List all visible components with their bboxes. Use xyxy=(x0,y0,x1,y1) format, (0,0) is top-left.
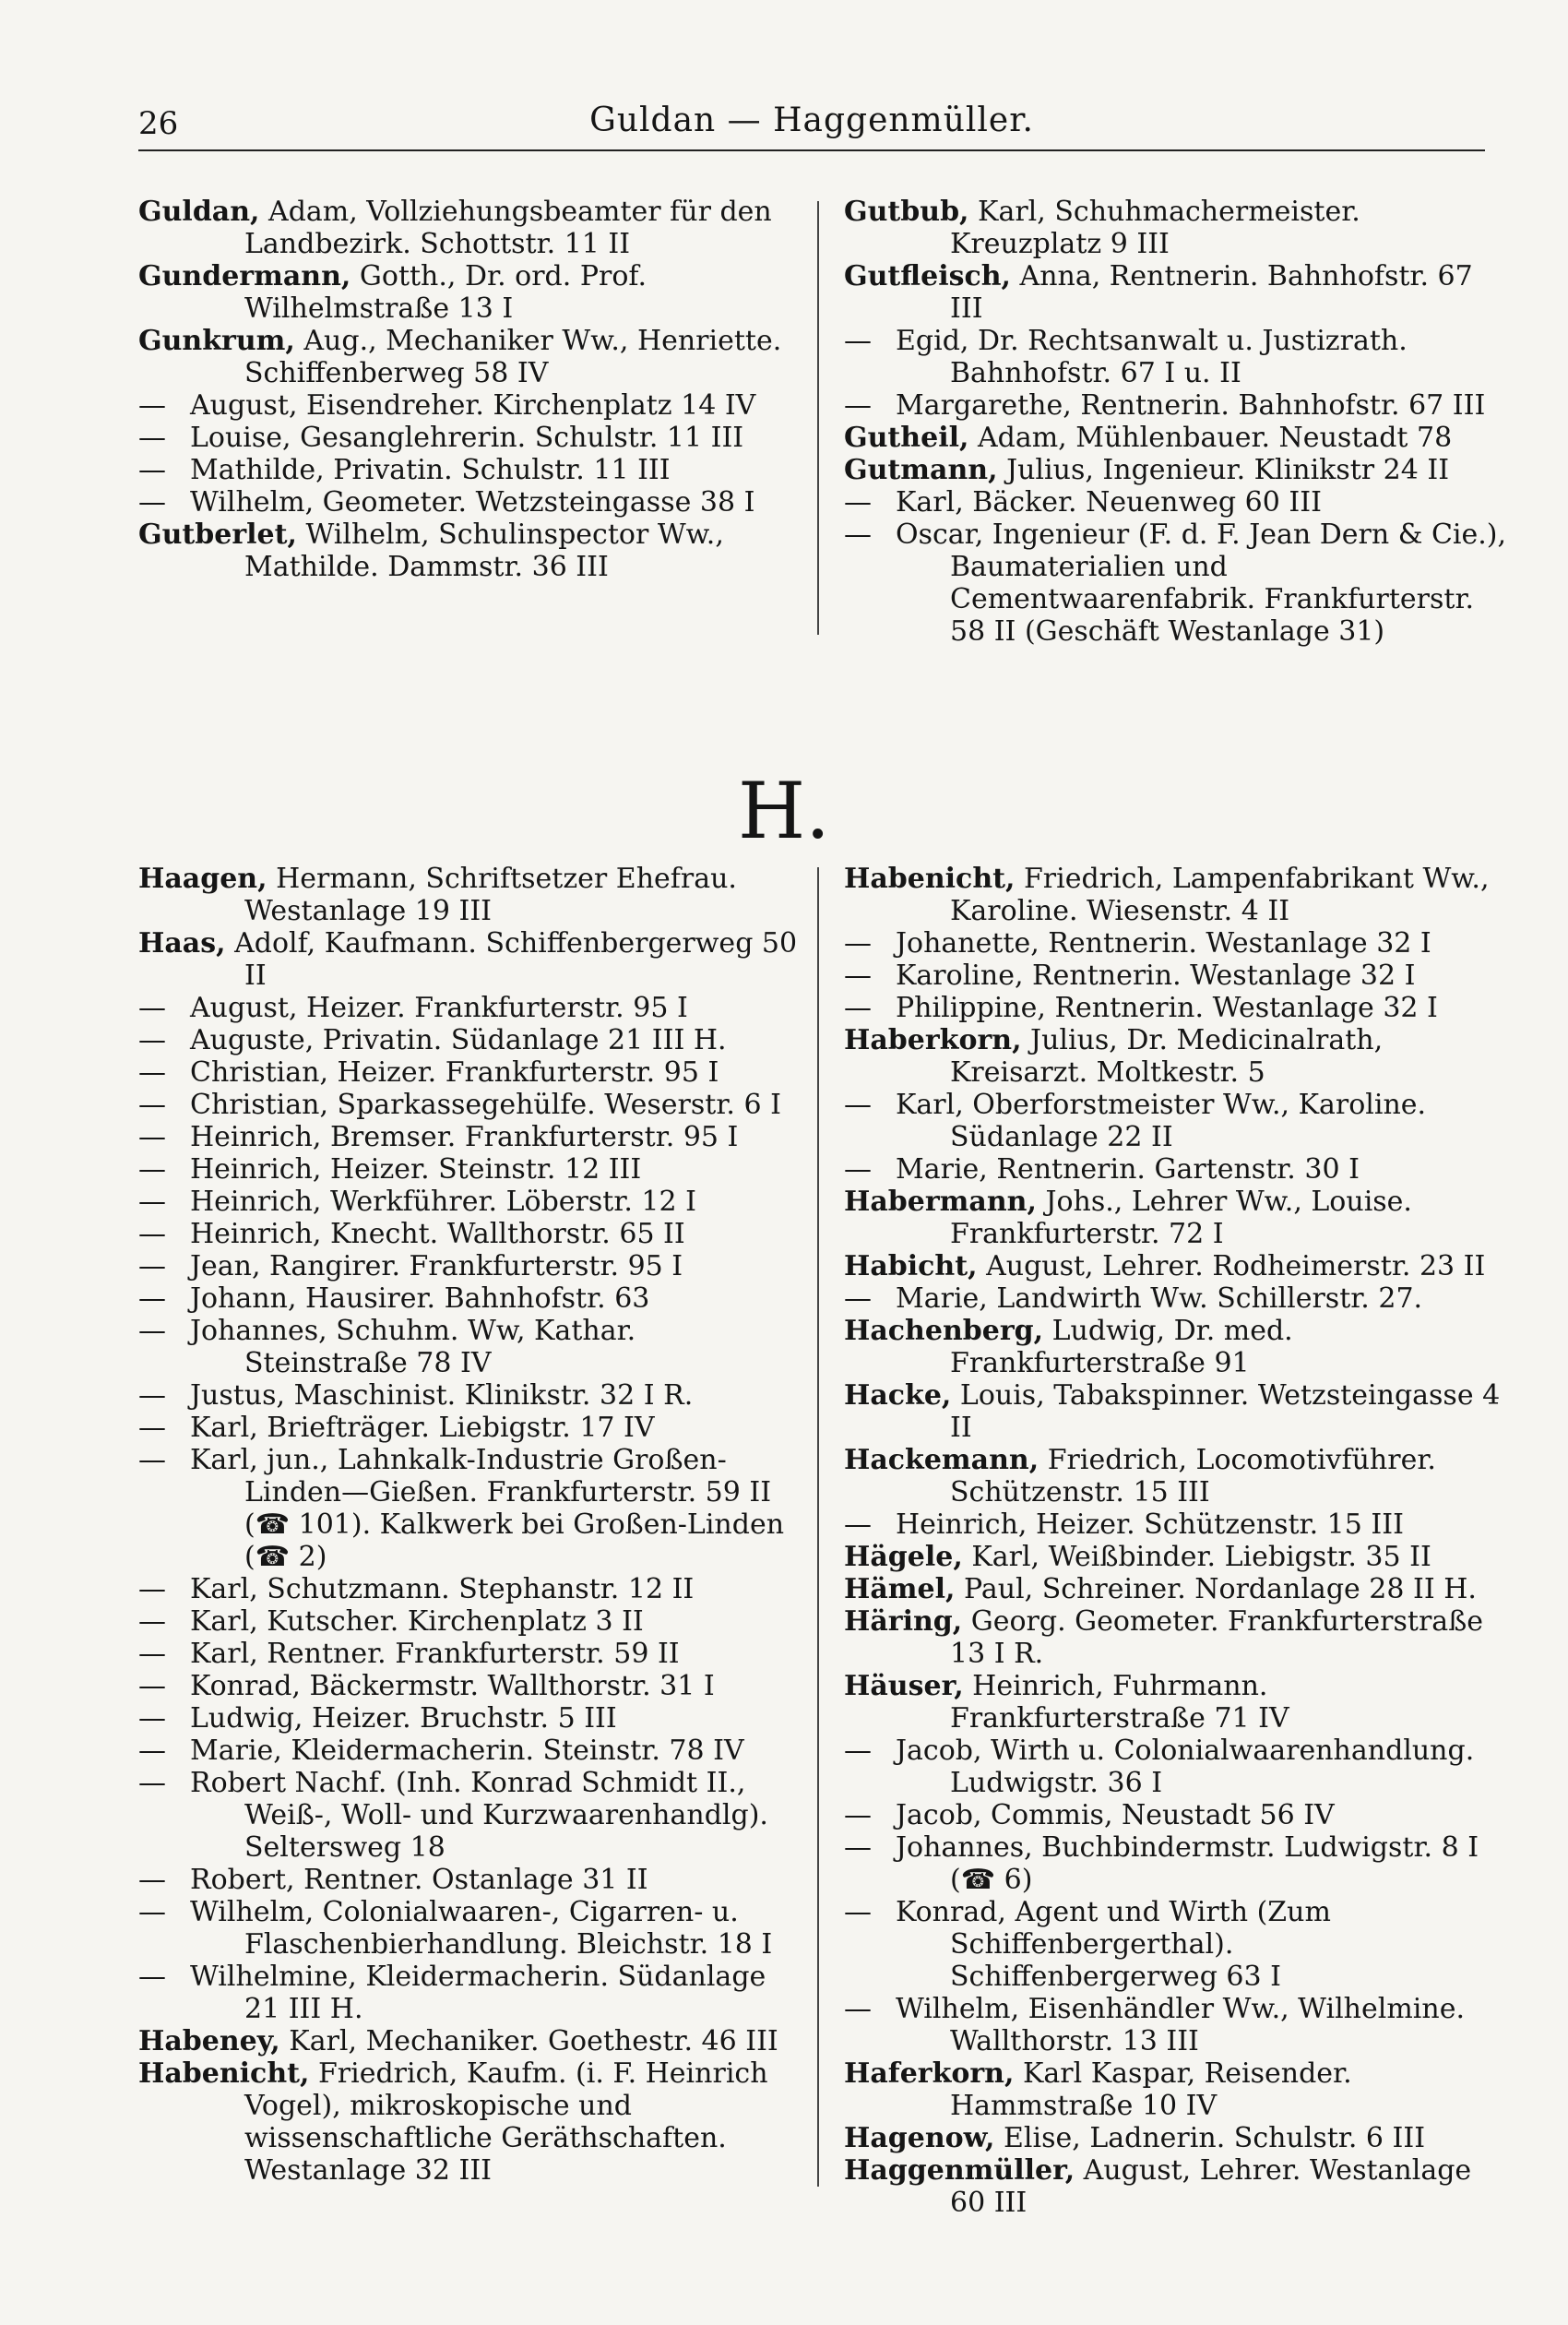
directory-entry xyxy=(844,422,1508,454)
ditto-dash: — xyxy=(138,1864,166,1896)
entry-text: Heinrich, Knecht. Wallthorstr. 65 II xyxy=(190,1218,685,1250)
entry-text: Heinrich, Heizer. Schützenstr. 15 III xyxy=(896,1508,1404,1541)
directory-sub-entry xyxy=(844,519,1508,648)
entry-text: Justus, Maschinist. Klinikstr. 32 I R. xyxy=(190,1379,694,1412)
entry-text: August, Lehrer. Westanlage 60 III xyxy=(950,2154,1472,2219)
ditto-dash: — xyxy=(844,1993,872,2025)
directory-sub-entry xyxy=(138,1573,802,1605)
entry-text: Christian, Sparkassegehülfe. Weserstr. 6 I xyxy=(190,1089,781,1121)
entry-text: Ludwig, Dr. med. Frankfurterstraße 91 xyxy=(950,1315,1293,1379)
entry-text: Friedrich, Locomotivführer. Schützenstr. 15 III xyxy=(950,1444,1436,1508)
entry-text: Heinrich, Bremser. Frankfurterstr. 95 I xyxy=(190,1121,739,1153)
surname: Hägele, xyxy=(844,1541,963,1573)
ditto-dash: — xyxy=(844,1831,872,1864)
ditto-dash: — xyxy=(844,325,872,357)
entry-text: Aug., Mechaniker Ww., Henriette. Schiffenberweg 58 IV xyxy=(244,325,782,389)
directory-sub-entry xyxy=(138,1702,802,1735)
ditto-dash: — xyxy=(844,1153,872,1186)
ditto-dash: — xyxy=(138,1412,166,1444)
directory-sub-entry xyxy=(844,1508,1508,1541)
directory-sub-entry xyxy=(844,325,1508,389)
entry-text: Louise, Gesanglehrerin. Schulstr. 11 III xyxy=(190,422,744,454)
running-head: Guldan — Haggenmüller. xyxy=(589,101,1034,139)
directory-entry xyxy=(138,863,802,927)
ditto-dash: — xyxy=(844,1282,872,1315)
ditto-dash: — xyxy=(138,1702,166,1735)
ditto-dash: — xyxy=(844,1508,872,1541)
ditto-dash: — xyxy=(138,1153,166,1186)
directory-sub-entry xyxy=(844,1799,1508,1831)
page-number: 26 xyxy=(138,105,179,142)
ditto-dash: — xyxy=(138,1282,166,1315)
entry-text: Wilhelm, Eisenhändler Ww., Wilhelmine. Wallthorstr. 13 III xyxy=(896,1993,1465,2057)
ditto-dash: — xyxy=(844,960,872,992)
directory-entry xyxy=(844,1605,1508,1670)
directory-entry xyxy=(138,2025,802,2057)
directory-entry xyxy=(844,1573,1508,1605)
ditto-dash: — xyxy=(138,486,166,519)
ditto-dash: — xyxy=(138,1670,166,1702)
directory-sub-entry xyxy=(138,1896,802,1961)
directory-sub-entry xyxy=(138,1282,802,1315)
directory-sub-entry xyxy=(844,992,1508,1024)
surname: Gunkrum, xyxy=(138,325,295,357)
directory-sub-entry xyxy=(844,1089,1508,1153)
entry-text: Johannes, Buchbindermstr. Ludwigstr. 8 I (☎ 6) xyxy=(896,1831,1479,1896)
ditto-dash: — xyxy=(138,1121,166,1153)
directory-sub-entry xyxy=(844,1896,1508,1993)
directory-sub-entry xyxy=(138,1186,802,1218)
entry-text: August, Heizer. Frankfurterstr. 95 I xyxy=(190,992,688,1024)
directory-sub-entry xyxy=(844,1735,1508,1799)
ditto-dash: — xyxy=(138,1379,166,1412)
directory-entry xyxy=(844,2122,1508,2154)
directory-sub-entry xyxy=(138,1315,802,1379)
surname: Häring, xyxy=(844,1605,963,1638)
entry-text: Georg. Geometer. Frankfurterstraße 13 I R. xyxy=(950,1605,1483,1670)
directory-column-top-left xyxy=(138,196,802,583)
directory-sub-entry xyxy=(844,389,1508,422)
directory-sub-entry xyxy=(138,1638,802,1670)
directory-entry xyxy=(844,1670,1508,1735)
entry-text: Karl, jun., Lahnkalk-Industrie Großen-Linden—Gießen. Frankfurterstr. 59 II (☎ 101). Kalkwerk bei Großen-Linden (☎ 2) xyxy=(190,1444,785,1573)
ditto-dash: — xyxy=(138,1250,166,1282)
ditto-dash: — xyxy=(138,1315,166,1347)
ditto-dash: — xyxy=(138,1735,166,1767)
directory-sub-entry xyxy=(844,1282,1508,1315)
ditto-dash: — xyxy=(138,1638,166,1670)
surname: Gutbub, xyxy=(844,196,969,228)
directory-sub-entry xyxy=(138,1379,802,1412)
directory-entry xyxy=(844,1250,1508,1282)
entry-text: August, Eisendreher. Kirchenplatz 14 IV xyxy=(190,389,756,422)
surname: Habenicht, xyxy=(844,863,1016,895)
directory-sub-entry xyxy=(138,1961,802,2025)
entry-text: Konrad, Agent und Wirth (Zum Schiffenbergerthal). Schiffenbergerweg 63 I xyxy=(896,1896,1331,1993)
directory-entry xyxy=(844,1444,1508,1508)
entry-text: Heinrich, Werkführer. Löberstr. 12 I xyxy=(190,1186,696,1218)
surname: Habenicht, xyxy=(138,2057,310,2090)
column-divider-bottom xyxy=(817,867,819,2187)
surname: Habicht, xyxy=(844,1250,978,1282)
directory-sub-entry xyxy=(138,1218,802,1250)
entry-text: Wilhelm, Schulinspector Ww., Mathilde. Dammstr. 36 III xyxy=(244,519,724,583)
entry-text: Margarethe, Rentnerin. Bahnhofstr. 67 III xyxy=(896,389,1486,422)
directory-sub-entry xyxy=(138,389,802,422)
surname: Habermann, xyxy=(844,1186,1037,1218)
entry-text: August, Lehrer. Rodheimerstr. 23 II xyxy=(977,1250,1486,1282)
entry-text: Konrad, Bäckermstr. Wallthorstr. 31 I xyxy=(190,1670,715,1702)
entry-text: Wilhelm, Colonialwaaren-, Cigarren- u. Flaschenbierhandlung. Bleichstr. 18 I xyxy=(190,1896,773,1961)
surname: Gundermann, xyxy=(138,260,351,292)
directory-sub-entry xyxy=(844,486,1508,519)
entry-text: Adam, Mühlenbauer. Neustadt 78 xyxy=(968,422,1453,454)
entry-text: Johannes, Schuhm. Ww, Kathar. Steinstraße 78 IV xyxy=(190,1315,636,1379)
ditto-dash: — xyxy=(138,1186,166,1218)
entry-text: Elise, Ladnerin. Schulstr. 6 III xyxy=(994,2122,1426,2154)
ditto-dash: — xyxy=(138,1024,166,1056)
surname: Haferkorn, xyxy=(844,2057,1015,2090)
ditto-dash: — xyxy=(138,1605,166,1638)
directory-column-bottom-left xyxy=(138,863,802,2187)
ditto-dash: — xyxy=(844,1089,872,1121)
directory-sub-entry xyxy=(138,422,802,454)
entry-text: Karl, Bäcker. Neuenweg 60 III xyxy=(896,486,1322,519)
directory-sub-entry xyxy=(138,1444,802,1573)
entry-text: Auguste, Privatin. Südanlage 21 III H. xyxy=(190,1024,727,1056)
entry-text: Wilhelmine, Kleidermacherin. Südanlage 21 III H. xyxy=(190,1961,766,2025)
directory-sub-entry xyxy=(844,927,1508,960)
entry-text: Karl Kaspar, Reisender. Hammstraße 10 IV xyxy=(950,2057,1352,2122)
entry-text: Friedrich, Kaufm. (i. F. Heinrich Vogel), mikroskopische und wissenschaftliche Geräthschaften. Westanlage 32 III xyxy=(244,2057,768,2187)
ditto-dash: — xyxy=(844,519,872,551)
directory-sub-entry xyxy=(138,1605,802,1638)
surname: Haggenmüller, xyxy=(844,2154,1075,2187)
ditto-dash: — xyxy=(138,1961,166,1993)
entry-text: Julius, Dr. Medicinalrath, Kreisarzt. Moltkestr. 5 xyxy=(950,1024,1384,1089)
directory-entry xyxy=(138,519,802,583)
entry-text: Karl, Oberforstmeister Ww., Karoline. Südanlage 22 II xyxy=(896,1089,1427,1153)
entry-text: Robert Nachf. (Inh. Konrad Schmidt II., Weiß-, Woll- und Kurzwaarenhandlg). Seltersweg 18 xyxy=(190,1767,768,1864)
entry-text: Karl, Rentner. Frankfurterstr. 59 II xyxy=(190,1638,680,1670)
ditto-dash: — xyxy=(844,389,872,422)
directory-sub-entry xyxy=(138,1056,802,1089)
surname: Gutheil, xyxy=(844,422,969,454)
directory-sub-entry xyxy=(138,992,802,1024)
entry-text: Jacob, Commis, Neustadt 56 IV xyxy=(896,1799,1335,1831)
surname: Hackemann, xyxy=(844,1444,1039,1476)
ditto-dash: — xyxy=(138,1573,166,1605)
entry-text: Karl, Schutzmann. Stephanstr. 12 II xyxy=(190,1573,695,1605)
surname: Hacke, xyxy=(844,1379,952,1412)
directory-entry xyxy=(844,1541,1508,1573)
directory-sub-entry xyxy=(844,1993,1508,2057)
entry-text: Heinrich, Heizer. Steinstr. 12 III xyxy=(190,1153,642,1186)
directory-entry xyxy=(138,196,802,260)
page-header xyxy=(138,101,1485,153)
directory-sub-entry xyxy=(138,1024,802,1056)
directory-sub-entry xyxy=(138,1735,802,1767)
directory-entry xyxy=(844,2154,1508,2219)
ditto-dash: — xyxy=(138,1444,166,1476)
entry-text: Marie, Landwirth Ww. Schillerstr. 27. xyxy=(896,1282,1423,1315)
entry-text: Adam, Vollziehungsbeamter für den Landbezirk. Schottstr. 11 II xyxy=(244,196,772,260)
entry-text: Jacob, Wirth u. Colonialwaarenhandlung. Ludwigstr. 36 I xyxy=(896,1735,1475,1799)
directory-entry xyxy=(138,260,802,325)
entry-text: Philippine, Rentnerin. Westanlage 32 I xyxy=(896,992,1438,1024)
ditto-dash: — xyxy=(844,992,872,1024)
entry-text: Adolf, Kaufmann. Schiffenbergerweg 50 II xyxy=(225,927,798,992)
surname: Gutmann, xyxy=(844,454,998,486)
directory-sub-entry xyxy=(844,1153,1508,1186)
ditto-dash: — xyxy=(844,927,872,960)
entry-text: Anna, Rentnerin. Bahnhofstr. 67 III xyxy=(950,260,1473,325)
directory-entry xyxy=(138,325,802,389)
ditto-dash: — xyxy=(844,1896,872,1928)
entry-text: Karl, Mechaniker. Goethestr. 46 III xyxy=(279,2025,778,2057)
directory-entry xyxy=(844,1186,1508,1250)
header-rule xyxy=(138,149,1485,151)
directory-sub-entry xyxy=(138,1121,802,1153)
ditto-dash: — xyxy=(844,1735,872,1767)
surname: Gutberlet, xyxy=(138,519,297,551)
directory-entry xyxy=(138,2057,802,2187)
entry-text: Karl, Kutscher. Kirchenplatz 3 II xyxy=(190,1605,644,1638)
directory-sub-entry xyxy=(138,1864,802,1896)
ditto-dash: — xyxy=(844,1799,872,1831)
entry-text: Egid, Dr. Rechtsanwalt u. Justizrath. Bahnhofstr. 67 I u. II xyxy=(896,325,1408,389)
entry-text: Karl, Weißbinder. Liebigstr. 35 II xyxy=(962,1541,1431,1573)
directory-entry xyxy=(844,196,1508,260)
ditto-dash: — xyxy=(138,992,166,1024)
ditto-dash: — xyxy=(844,486,872,519)
surname: Haagen, xyxy=(138,863,267,895)
directory-sub-entry xyxy=(138,1089,802,1121)
surname: Häuser, xyxy=(844,1670,964,1702)
surname: Haberkorn, xyxy=(844,1024,1022,1056)
ditto-dash: — xyxy=(138,389,166,422)
surname: Haas, xyxy=(138,927,226,960)
directory-sub-entry xyxy=(138,1412,802,1444)
entry-text: Karoline, Rentnerin. Westanlage 32 I xyxy=(896,960,1416,992)
entry-text: Karl, Schuhmachermeister. Kreuzplatz 9 III xyxy=(950,196,1360,260)
surname: Hachenberg, xyxy=(844,1315,1044,1347)
entry-text: Friedrich, Lampenfabrikant Ww., Karoline. Wiesenstr. 4 II xyxy=(950,863,1490,927)
directory-entry xyxy=(138,927,802,992)
ditto-dash: — xyxy=(138,1218,166,1250)
ditto-dash: — xyxy=(138,454,166,486)
entry-text: Wilhelm, Geometer. Wetzsteingasse 38 I xyxy=(190,486,755,519)
entry-text: Johann, Hausirer. Bahnhofstr. 63 xyxy=(190,1282,650,1315)
directory-column-top-right xyxy=(844,196,1508,648)
directory-sub-entry xyxy=(138,1767,802,1864)
surname: Hämel, xyxy=(844,1573,956,1605)
entry-text: Julius, Ingenieur. Klinikstr 24 II xyxy=(997,454,1450,486)
directory-sub-entry xyxy=(138,1153,802,1186)
directory-entry xyxy=(844,1315,1508,1379)
surname: Habeney, xyxy=(138,2025,280,2057)
ditto-dash: — xyxy=(138,1896,166,1928)
directory-sub-entry xyxy=(844,1831,1508,1896)
entry-text: Johs., Lehrer Ww., Louise. Frankfurterstr. 72 I xyxy=(950,1186,1412,1250)
surname: Gutfleisch, xyxy=(844,260,1011,292)
surname: Hagenow, xyxy=(844,2122,995,2154)
entry-text: Paul, Schreiner. Nordanlage 28 II H. xyxy=(955,1573,1477,1605)
directory-sub-entry xyxy=(844,960,1508,992)
directory-entry xyxy=(844,863,1508,927)
ditto-dash: — xyxy=(138,1767,166,1799)
ditto-dash: — xyxy=(138,1056,166,1089)
ditto-dash: — xyxy=(138,1089,166,1121)
directory-column-bottom-right xyxy=(844,863,1508,2219)
entry-text: Mathilde, Privatin. Schulstr. 11 III xyxy=(190,454,671,486)
directory-sub-entry xyxy=(138,1670,802,1702)
entry-text: Gotth., Dr. ord. Prof. Wilhelmstraße 13 I xyxy=(244,260,647,325)
entry-text: Johanette, Rentnerin. Westanlage 32 I xyxy=(896,927,1431,960)
ditto-dash: — xyxy=(138,422,166,454)
directory-entry xyxy=(844,260,1508,325)
directory-entry xyxy=(844,2057,1508,2122)
entry-text: Christian, Heizer. Frankfurterstr. 95 I xyxy=(190,1056,719,1089)
directory-sub-entry xyxy=(138,1250,802,1282)
directory-entry xyxy=(844,1024,1508,1089)
directory-sub-entry xyxy=(138,486,802,519)
entry-text: Oscar, Ingenieur (F. d. F. Jean Dern & Cie.), Baumaterialien und Cementwaarenfabrik. Frankfurterstr. 58 II (Geschäft Westanlage 31) xyxy=(896,519,1507,648)
directory-sub-entry xyxy=(138,454,802,486)
surname: Guldan, xyxy=(138,196,260,228)
entry-text: Ludwig, Heizer. Bruchstr. 5 III xyxy=(190,1702,617,1735)
entry-text: Hermann, Schriftsetzer Ehefrau. Westanlage 19 III xyxy=(244,863,737,927)
entry-text: Karl, Briefträger. Liebigstr. 17 IV xyxy=(190,1412,655,1444)
entry-text: Heinrich, Fuhrmann. Frankfurterstraße 71 IV xyxy=(950,1670,1289,1735)
entry-text: Robert, Rentner. Ostanlage 31 II xyxy=(190,1864,648,1896)
directory-entry xyxy=(844,454,1508,486)
entry-text: Jean, Rangirer. Frankfurterstr. 95 I xyxy=(190,1250,683,1282)
directory-entry xyxy=(844,1379,1508,1444)
column-divider-top xyxy=(817,201,819,635)
entry-text: Marie, Kleidermacherin. Steinstr. 78 IV xyxy=(190,1735,744,1767)
entry-text: Marie, Rentnerin. Gartenstr. 30 I xyxy=(896,1153,1360,1186)
entry-text: Louis, Tabakspinner. Wetzsteingasse 4 II xyxy=(950,1379,1501,1444)
section-letter: H. xyxy=(738,766,830,856)
